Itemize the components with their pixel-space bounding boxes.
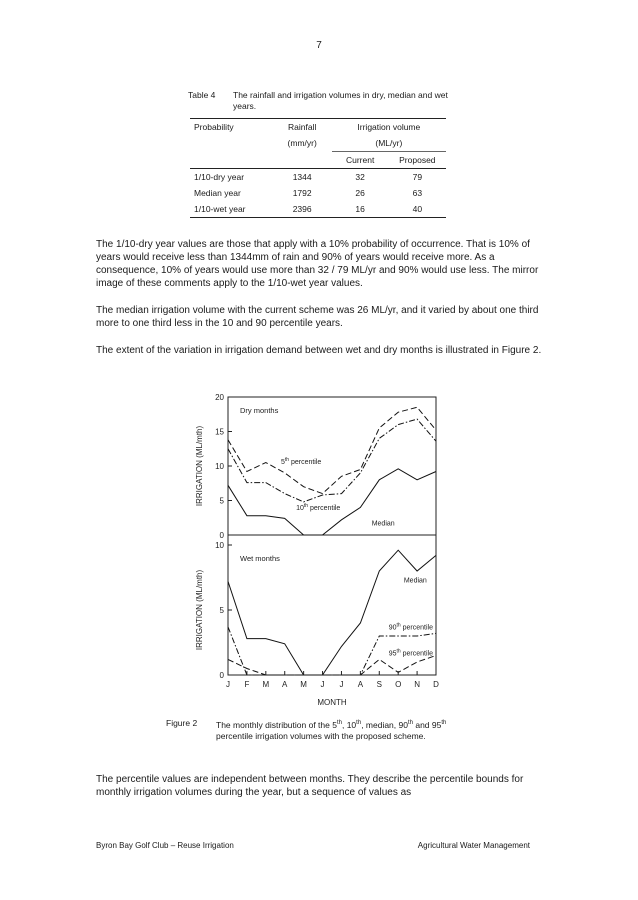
plot-frame <box>228 397 436 675</box>
cell-proposed: 79 <box>389 169 446 186</box>
header-rainfall-unit: (mm/yr) <box>287 138 317 149</box>
table-row <box>190 185 446 201</box>
series-line <box>228 469 436 535</box>
series-label: 10th percentile <box>296 503 341 513</box>
header-irrigation-unit: (ML/yr) <box>375 138 403 148</box>
header-proposed: Proposed <box>389 152 446 169</box>
cell-current: 26 <box>355 188 365 198</box>
y-tick-label: 20 <box>215 393 224 402</box>
x-tick-label: D <box>433 680 439 689</box>
series-line <box>228 407 436 493</box>
paragraph: The 1/10-dry year values are those that apply with a 10% probability of occurrence. That is 10% of years would receive less than 1344mm of rain and 90% of years would receive more. As a consequence, 10% of years would use more than 32 / 79 ML/yr and 90% would use less. The mirror image of these comments apply to the 1/10-wet year values. <box>96 239 539 289</box>
y-axis-label: IRRIGATION (ML/mth) <box>195 425 204 507</box>
cell-rainfall: 1792 <box>292 188 312 198</box>
cell-probability: 1/10-wet year <box>190 201 273 218</box>
x-tick-label: S <box>376 680 382 689</box>
series-line <box>228 419 436 502</box>
panel-title: Wet months <box>240 554 280 563</box>
figure-caption-label: Figure 2 <box>166 718 198 728</box>
rainfall-irrigation-table <box>190 118 446 218</box>
series-label: 5th percentile <box>280 456 322 466</box>
y-axis-label: IRRIGATION (ML/mth) <box>195 569 204 651</box>
header-irrigation: Irrigation volume <box>332 119 446 136</box>
paragraph: The median irrigation volume with the current scheme was 26 ML/yr, and it varied by about one third more to one third less in the 10 and 90 percentile years. <box>96 305 539 329</box>
x-tick-label: A <box>357 680 364 689</box>
cell-probability: Median year <box>194 188 241 198</box>
closing-paragraph: The percentile values are independent between months. They describe the percentile bounds for monthly irrigation volumes during the year, but a sequence of values as <box>96 774 524 798</box>
x-tick-label: A <box>282 680 288 689</box>
x-tick-label: O <box>395 680 402 689</box>
y-tick-label: 5 <box>219 606 224 615</box>
cell-rainfall: 1344 <box>273 169 332 186</box>
y-tick-label: 0 <box>219 671 224 680</box>
table-row <box>190 169 446 186</box>
x-tick-label: M <box>300 680 307 689</box>
y-tick-label: 5 <box>219 496 224 506</box>
x-tick-label: J <box>339 680 344 689</box>
y-tick-label: 10 <box>215 541 224 550</box>
table-caption-text: The rainfall and irrigation volumes in dry, median and wet years. <box>233 90 448 111</box>
page-number: 7 <box>316 40 322 51</box>
paragraph: The extent of the variation in irrigation demand between wet and dry months is illustrated in Figure 2. <box>96 345 542 356</box>
cell-rainfall: 2396 <box>273 201 332 218</box>
x-tick-label: N <box>414 680 420 689</box>
cell-current: 16 <box>332 201 389 218</box>
footer-right: Agricultural Water Management <box>417 841 530 850</box>
x-axis-label: MONTH <box>317 698 347 707</box>
series-label: 90th percentile <box>388 622 433 632</box>
x-tick-label: M <box>262 680 270 689</box>
y-tick-label: 10 <box>215 462 224 471</box>
cell-current: 32 <box>332 169 389 186</box>
table-subheader-row <box>190 152 446 169</box>
header-probability: Probability <box>190 119 273 136</box>
cell-probability: 1/10-dry year <box>190 169 273 186</box>
header-current: Current <box>332 152 389 169</box>
x-tick-label: F <box>244 680 250 689</box>
cell-proposed: 63 <box>412 188 423 198</box>
y-tick-label: 0 <box>219 531 224 540</box>
y-tick-label: 15 <box>215 427 224 437</box>
series-label: Median <box>403 577 427 585</box>
x-tick-label: J <box>226 680 230 689</box>
table-row <box>190 201 446 218</box>
series-line <box>228 656 436 676</box>
figure-caption-text: The monthly distribution of the 5th, 10th, median, 90th and 95th percentile irrigation volumes with the proposed scheme. <box>216 719 447 741</box>
panel-title: Dry months <box>240 406 279 415</box>
footer-left: Byron Bay Golf Club – Reuse Irrigation <box>96 841 234 850</box>
figure-2-chart <box>180 385 460 715</box>
table-caption-label: Table 4 <box>188 90 216 100</box>
table-unit-row <box>190 135 446 152</box>
table-header-row <box>190 119 446 136</box>
header-rainfall: Rainfall <box>273 119 332 136</box>
series-label: 95th percentile <box>388 648 433 658</box>
series-label: Median <box>371 520 395 528</box>
cell-proposed: 40 <box>389 201 446 218</box>
x-tick-label: J <box>320 680 325 689</box>
